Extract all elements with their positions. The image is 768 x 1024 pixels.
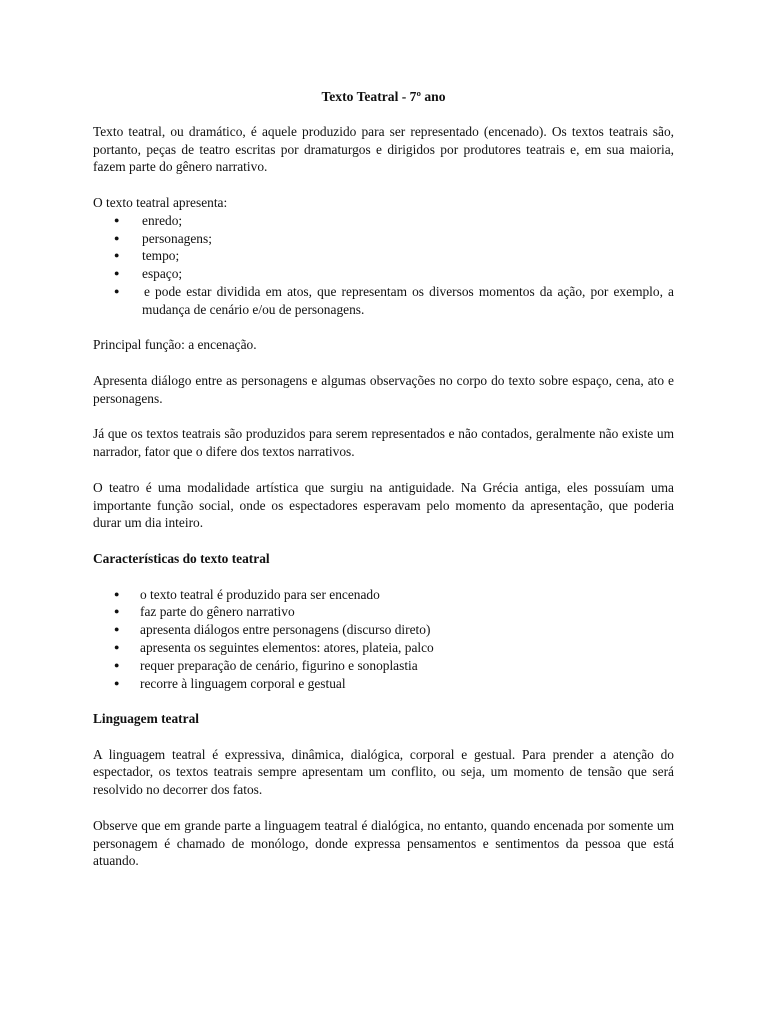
dialogue-paragraph: Apresenta diálogo entre as personagens e algumas observações no corpo do texto sobre espaço, cena, ato e personagens. bbox=[93, 372, 674, 406]
bullet-icon: ● bbox=[114, 659, 120, 670]
document-page bbox=[93, 88, 674, 870]
bullet-icon: ● bbox=[114, 624, 120, 635]
bullet-icon: ● bbox=[114, 285, 120, 296]
bullet-icon: ● bbox=[114, 214, 120, 225]
list-item: ● e pode estar dividida em atos, que representam os diversos momentos da ação, por exemplo, a mudança de cenário e/ou de personagens. bbox=[114, 283, 674, 317]
features-list bbox=[93, 212, 674, 319]
bullet-icon: ● bbox=[114, 250, 120, 261]
bullet-icon: ● bbox=[114, 641, 120, 652]
main-function-text: Principal função: a encenação. bbox=[93, 337, 257, 353]
list-item: ● personagens; bbox=[114, 230, 212, 246]
bullet-icon: ● bbox=[114, 677, 120, 688]
list-item: ● faz parte do gênero narrativo bbox=[114, 604, 295, 620]
narrator-paragraph: Já que os textos teatrais são produzidos para serem representados e não contados, geralmente não existe um narrador, fator que o difere dos textos narrativos. bbox=[93, 426, 674, 460]
list-item: ● requer preparação de cenário, figurino e sonoplastia bbox=[114, 657, 418, 673]
list-item: ● recorre à linguagem corporal e gestual bbox=[114, 675, 346, 691]
bullet-icon: ● bbox=[114, 588, 120, 599]
document-title: Texto Teatral - 7º ano bbox=[321, 89, 446, 104]
features-heading: O texto teatral apresenta: bbox=[93, 194, 228, 210]
characteristics-heading: Características do texto teatral bbox=[93, 550, 270, 566]
bullet-icon: ● bbox=[114, 606, 120, 617]
history-paragraph: O teatro é uma modalidade artística que surgiu na antiguidade. Na Grécia antiga, eles possuíam uma importante função social, onde os espectadores esperavam pelo momento da apresentação, que poderia durar um dia inteiro. bbox=[93, 479, 674, 531]
language-heading: Linguagem teatral bbox=[93, 711, 199, 727]
bullet-icon: ● bbox=[114, 268, 120, 279]
bullet-icon: ● bbox=[114, 232, 120, 243]
characteristics-list bbox=[93, 586, 674, 693]
list-item: ● enredo; bbox=[114, 212, 183, 228]
list-item: ● apresenta os seguintes elementos: atores, plateia, palco bbox=[114, 639, 434, 655]
monologue-paragraph: Observe que em grande parte a linguagem teatral é dialógica, no entanto, quando encenada por somente um personagem é chamado de monólogo, donde expressa pensamentos e sentimentos da pessoa que está atuando. bbox=[93, 817, 674, 869]
list-item: ● tempo; bbox=[114, 248, 180, 264]
language-paragraph: A linguagem teatral é expressiva, dinâmica, dialógica, corporal e gestual. Para prender a atenção do espectador, os textos teatrais sempre apresentam um conflito, ou seja, um momento de tensão que será resolvido no decorrer dos fatos. bbox=[93, 746, 674, 798]
list-item: ● espaço; bbox=[114, 266, 183, 282]
list-item: ● apresenta diálogos entre personagens (discurso direto) bbox=[114, 622, 431, 638]
list-item: ● o texto teatral é produzido para ser encenado bbox=[114, 586, 380, 602]
intro-paragraph: Texto teatral, ou dramático, é aquele produzido para ser representado (encenado). Os textos teatrais são, portanto, peças de teatro escritas por dramaturgos e dirigidos por produtores teatrais e, em sua maioria, fazem parte do gênero narrativo. bbox=[93, 123, 674, 175]
